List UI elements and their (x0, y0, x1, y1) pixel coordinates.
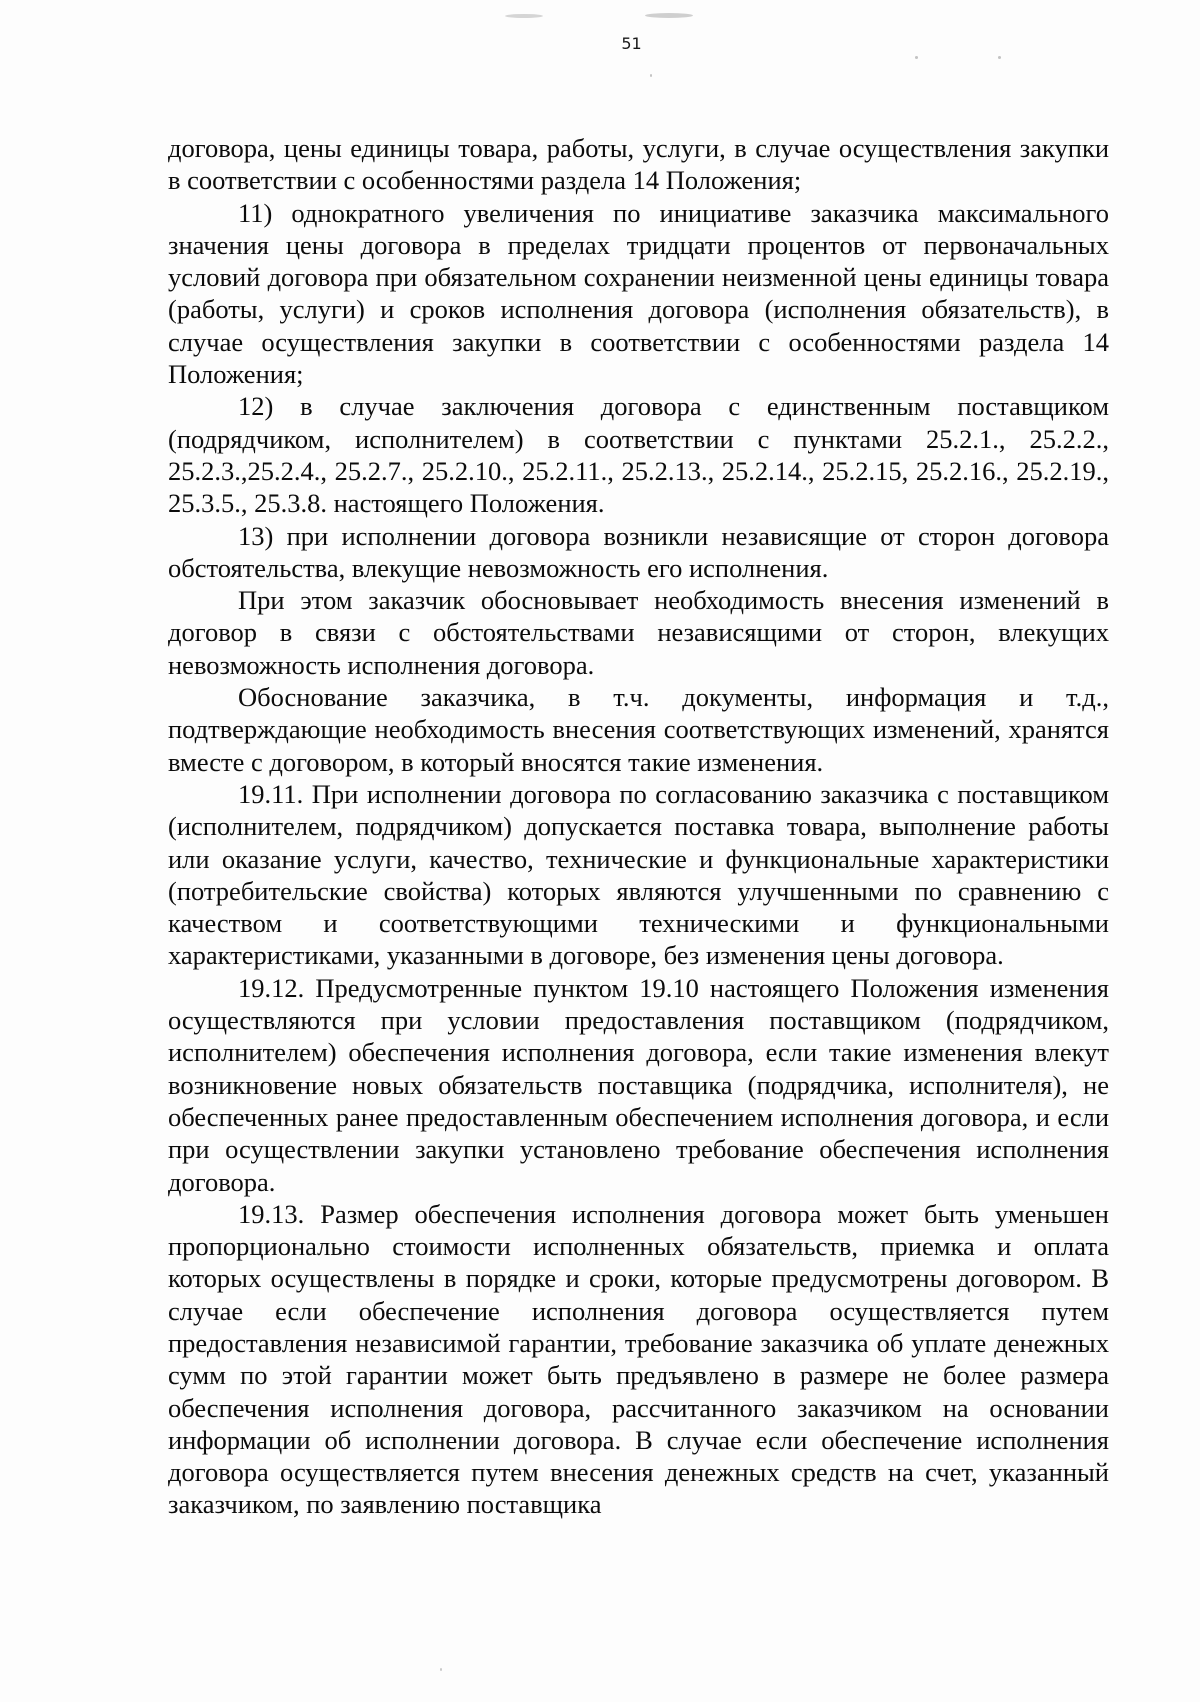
paragraph-19-12: 19.12. Предусмотренные пунктом 19.10 настоящего Положения изменения осуществляются при условии предоставления поставщиком (подрядчиком, исполнителем) обеспечения исполнения договора, если такие изменения влекут возникновение новых обязательств поставщика (подрядчика, исполнителя), не обеспеченных ранее предоставленным обеспечением исполнения договора, и если при осуществлении закупки установлено требование обеспечения исполнения договора. (168, 972, 1109, 1197)
scan-speck (505, 14, 543, 18)
scan-speck (650, 74, 652, 77)
scan-speck (440, 1668, 442, 1671)
document-body (168, 132, 1109, 1521)
page-number: 51 (621, 34, 642, 53)
paragraph-continuation: договора, цены единицы товара, работы, услуги, в случае осуществления закупки в соответствии с особенностями раздела 14 Положения; (168, 133, 1109, 196)
scan-speck (645, 13, 693, 18)
paragraph-19-11: 19.11. При исполнении договора по согласованию заказчика с поставщиком (исполнителем, подрядчиком) допускается поставка товара, выполнение работы или оказание услуги, качество, технические и функциональные характеристики (потребительские свойства) которых являются улучшенными по сравнению с качеством и соответствующими техническими и функциональными характеристиками, указанными в договоре, без изменения цены договора. (168, 778, 1109, 971)
paragraph-item-11: 11) однократного увеличения по инициативе заказчика максимального значения цены договора в пределах тридцати процентов от первоначальных условий договора при обязательном сохранении неизменной цены единицы товара (работы, услуги) и сроков исполнения договора (исполнения обязательств), в случае осуществления закупки в соответствии с особенностями раздела 14 Положения; (168, 197, 1109, 390)
paragraph-justification-storage: Обоснование заказчика, в т.ч. документы, информация и т.д., подтверждающие необходимость внесения соответствующих изменений, хранятся вместе с договором, в который вносятся такие изменения. (168, 682, 1109, 777)
scan-speck (915, 56, 918, 59)
paragraph-19-13: 19.13. Размер обеспечения исполнения договора может быть уменьшен пропорционально стоимости исполненных обязательств, приемка и оплата которых осуществлены в порядке и сроки, которые предусмотрены договором. В случае если обеспечение исполнения договора осуществляется путем предоставления независимой гарантии, требование заказчика об уплате денежных сумм по этой гарантии может быть предъявлено в размере не более размера обеспечения исполнения договора, рассчитанного заказчиком на основании информации об исполнении договора. В случае если обеспечение исполнения договора осуществляется путем внесения денежных средств на счет, указанный заказчиком, по заявлению поставщика (168, 1198, 1109, 1520)
paragraph-item-13: 13) при исполнении договора возникли независящие от сторон договора обстоятельства, влекущие невозможность его исполнения. (168, 520, 1109, 583)
paragraph-item-12: 12) в случае заключения договора с единственным поставщиком (подрядчиком, исполнителем) в соответствии с пунктами 25.2.1., 25.2.2., 25.2.3.,25.2.4., 25.2.7., 25.2.10., 25.2.11., 25.2.13., 25.2.14., 25.2.15, 25.2.16., 25.2.19., 25.3.5., 25.3.8. настоящего Положения. (168, 391, 1109, 519)
paragraph-justification: При этом заказчик обосновывает необходимость внесения изменений в договор в связи с обстоятельствами независящими от сторон, влекущих невозможность исполнения договора. (168, 585, 1109, 680)
scan-speck (998, 56, 1001, 59)
